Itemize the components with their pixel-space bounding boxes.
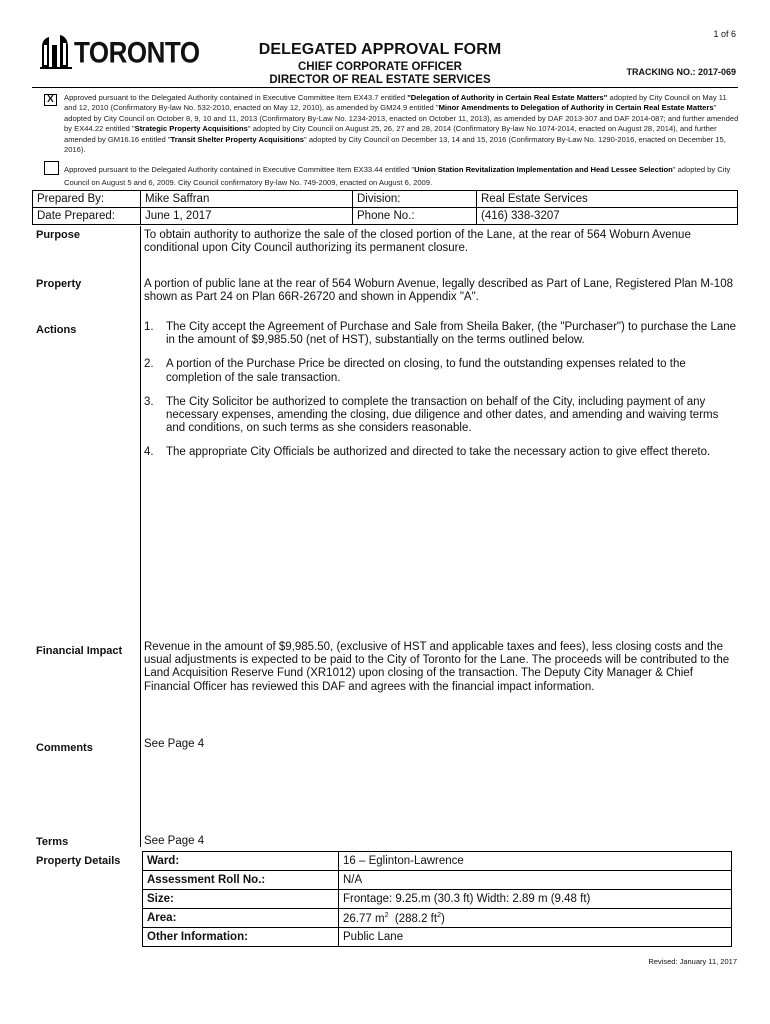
table-row <box>143 928 732 947</box>
table-row <box>143 852 732 871</box>
phone-label: Phone No.: <box>353 208 477 225</box>
city-hall-icon <box>40 33 74 69</box>
preparer-info-table <box>32 190 738 225</box>
prepared-by-label: Prepared By: <box>33 191 141 208</box>
ward-value: 16 – Eglinton-Lawrence <box>339 852 732 871</box>
revised-date: Revised: January 11, 2017 <box>648 957 737 966</box>
purpose-label: Purpose <box>36 229 81 241</box>
authority-option2-checkbox[interactable] <box>44 161 59 175</box>
actions-list <box>144 321 740 471</box>
authority-option1-text: Approved pursuant to the Delegated Authority contained in Executive Committee Item EX43.7 entitled "Delegation of Authority in Certain Real Estate Matters" adopted by City Council on May 11 and 12, 2010 (Confirmatory By-law No. 532-2010, enacted on May 12, 2010), as amended by GM24.9 entitled "Minor Amendments to Delegation of Authority in Certain Real Estate Matters" adopted by City Council on October 8, 9, 10 and 11, 2013 (Confirmatory By-Law No. 1234-2013, enacted on October 11, 2013), as amended by DAF 2013-307 and DAF 2014-087; and further amended by EX44.22 entitled "Strategic Property Acquisitions" adopted by City Council on August 25, 26, 27 and 28, 2014 (Confirmatory By-law No.1074-2014, enacted on August 28, 2014), and further amended by GM16.16 entitled "Transit Shelter Property Acquisitions" adopted by City Council on December 13, 14 and 15, 2016 (Confirmatory By-Law No. 1290-2016, enacted on December 15, 2016). <box>64 93 739 155</box>
property-details-label: Property Details <box>36 855 121 867</box>
property-text: A portion of public lane at the rear of 564 Woburn Avenue, legally described as Part of Lane, Registered Plan M-108 shown as Part 24 on Plan 66R-26720 and shown in Appendix "A". <box>144 278 733 304</box>
prepared-by-value: Mike Saffran <box>141 191 353 208</box>
header-divider <box>32 87 738 88</box>
table-row <box>143 909 732 928</box>
phone-value: (416) 338-3207 <box>477 208 738 225</box>
date-prepared-label: Date Prepared: <box>33 208 141 225</box>
size-label: Size: <box>143 890 339 909</box>
area-value: 26.77 $m^2$ (288.2 $ft^2$) <box>339 909 732 928</box>
label-column-divider <box>140 226 141 847</box>
assessment-roll-value: N/A <box>339 871 732 890</box>
table-row <box>143 871 732 890</box>
subtitle-chief-corporate-officer: CHIEF CORPORATE OFFICER <box>298 61 462 73</box>
terms-label: Terms <box>36 836 69 848</box>
authority-option2-text: Approved pursuant to the Delegated Authority contained in Executive Committee Item EX33.44 entitled "Union Station Revitalization Implementation and Head Lessee Selection" adopted by City Council on August 5 and 6, 2009. City Council confirmatory By-law No. 749-2009, enacted on August 6, 2009. <box>64 165 731 187</box>
action-item: 1. The City accept the Agreement of Purchase and Sale from Sheila Baker, (the "Purchaser") to purchase the Lane in the amount of $9,985.50 (net of HST), substantially on the terms outlined below. <box>144 321 737 347</box>
action-item: 2. A portion of the Purchase Price be directed on closing, to fund the outstanding expenses related to the completion of the sale transaction. <box>144 358 686 384</box>
division-label: Division: <box>353 191 477 208</box>
tracking-number: TRACKING NO.: 2017-069 <box>626 67 736 77</box>
financial-impact-label: Financial Impact <box>36 645 123 657</box>
ward-label: Ward: <box>143 852 339 871</box>
assessment-roll-label: Assessment Roll No.: <box>143 871 339 890</box>
other-information-label: Other Information: <box>143 928 339 947</box>
subtitle-director: DIRECTOR OF REAL ESTATE SERVICES <box>269 74 491 86</box>
area-label: Area: <box>143 909 339 928</box>
form-title: DELEGATED APPROVAL FORM <box>258 41 502 58</box>
logo-wordmark: TORONTO <box>74 35 200 70</box>
authority-option1-checkbox[interactable]: X <box>44 94 57 106</box>
property-label: Property <box>36 278 82 290</box>
division-value: Real Estate Services <box>477 191 738 208</box>
page-number: 1 of 6 <box>713 29 736 39</box>
comments-label: Comments <box>36 742 93 754</box>
purpose-text: To obtain authority to authorize the sale of the closed portion of the Lane, at the rear of 564 Woburn Avenue conditional upon City Council authorizing its permanent closure. <box>144 229 691 255</box>
table-row <box>143 890 732 909</box>
action-item: 4. The appropriate City Officials be authorized and directed to take the necessary action to give effect thereto. <box>144 446 711 459</box>
comments-text: See Page 4 <box>144 738 205 750</box>
financial-impact-text: Revenue in the amount of $9,985.50, (exclusive of HST and applicable taxes and fees), less closing costs and the usual adjustments is expected to be paid to the City of Toronto for the Lane. The proceeds will be contributed to the Land Acquisition Reserve Fund (XR1012) upon closing of the transaction. The Deputy City Manager & Chief Financial Officer has reviewed this DAF and agrees with the financial impact information. <box>144 641 730 693</box>
property-details-table <box>142 851 732 947</box>
terms-text: See Page 4 <box>144 835 205 847</box>
action-item: 3. The City Solicitor be authorized to complete the transaction on behalf of the City, including payment of any necessary expenses, amending the closing, due diligence and other dates, and amending and waiving terms and conditions, on such terms as she considers reasonable. <box>144 395 719 435</box>
date-prepared-value: June 1, 2017 <box>141 208 353 225</box>
actions-label: Actions <box>36 324 77 336</box>
size-value: Frontage: 9.25.m (30.3 ft) Width: 2.89 m (9.48 ft) <box>339 890 732 909</box>
toronto-logo <box>40 33 200 71</box>
other-information-value: Public Lane <box>339 928 732 947</box>
